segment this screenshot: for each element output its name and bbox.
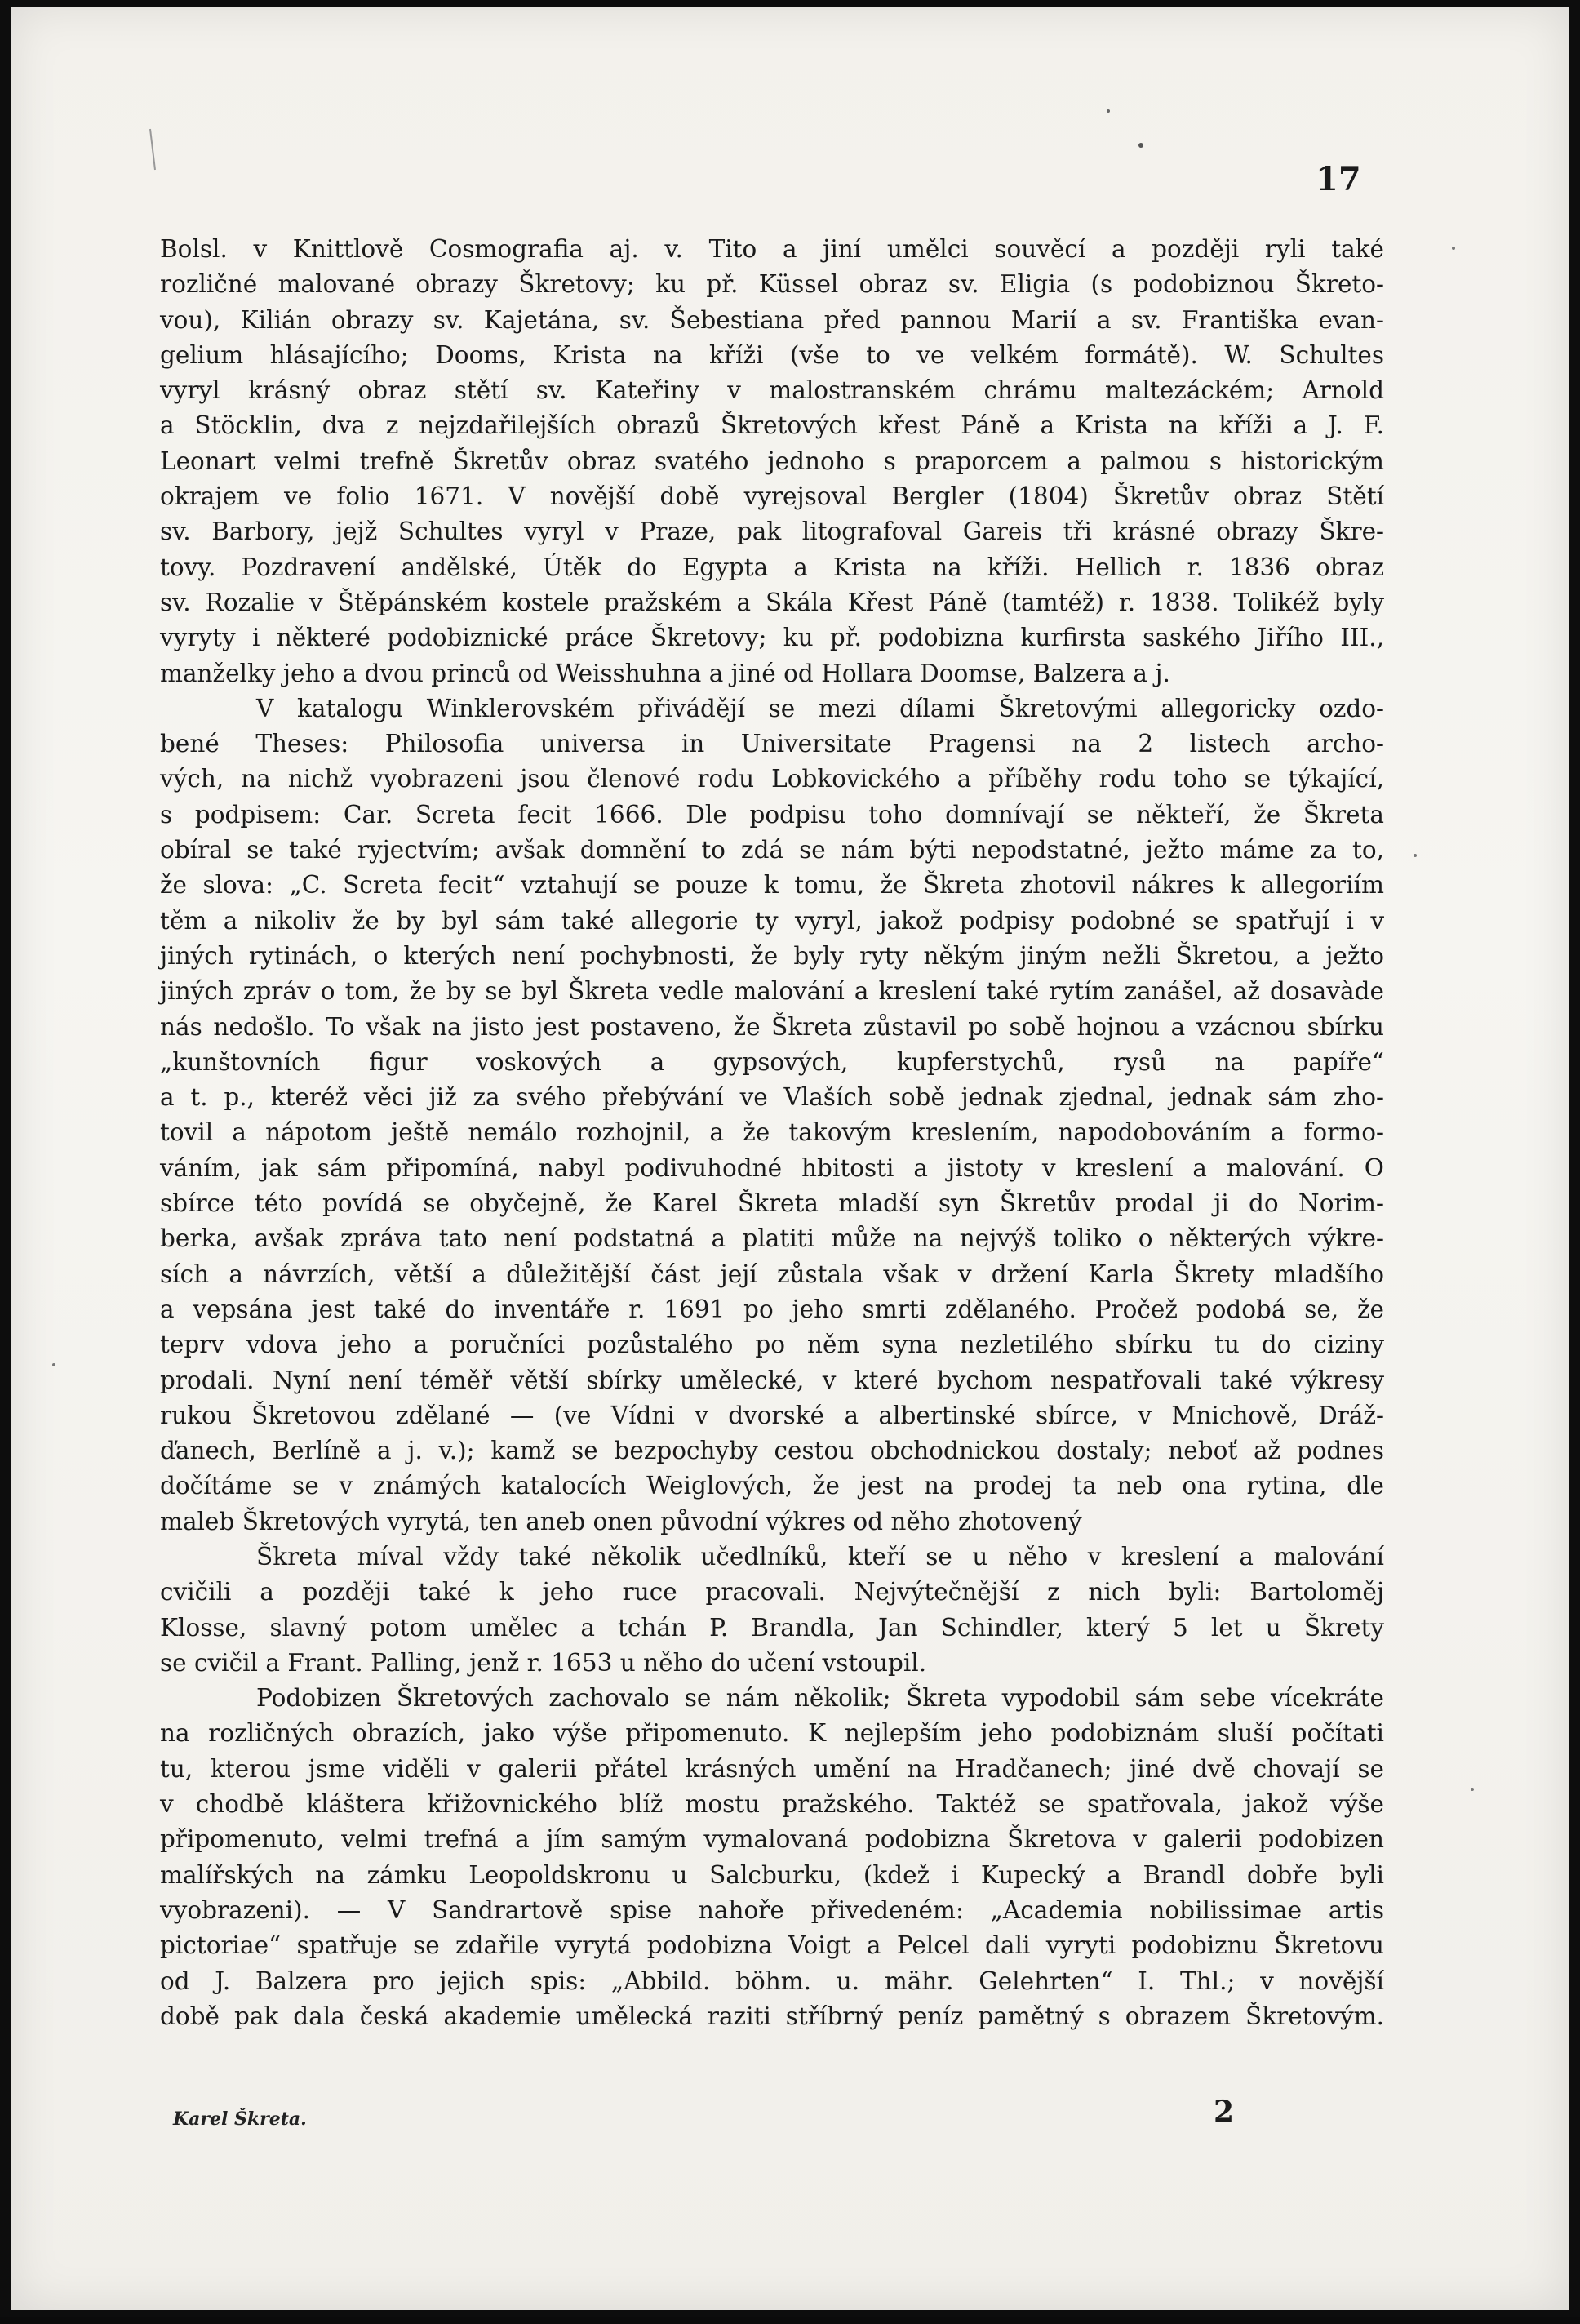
speck xyxy=(1452,247,1455,250)
text-line: obíral se také ryjectvím; avšak domnění to zdá se nám býti nepodstatné, ježto máme za to, xyxy=(160,836,1384,864)
speck xyxy=(1471,1788,1474,1791)
text-line: vých, na nichž vyobrazeni jsou členové rodu Lobkovického a příběhy rodu toho se týkající, xyxy=(160,765,1384,793)
text-line: na rozličných obrazích, jako výše připomenuto. K nejlepším jeho podobiznám sluší počítati xyxy=(160,1719,1384,1748)
speck xyxy=(1414,854,1417,857)
text-line: maleb Škretových vyrytá, ten aneb onen původní výkres od něho zhotovený xyxy=(160,1507,1082,1535)
text-line: rukou Škretovou zdělané — (ve Vídni v dvorské a albertinské sbírce, v Mnichově, Dráž- xyxy=(160,1401,1384,1429)
text-line: bené Theses: Philosofia universa in Universitate Pragensi na 2 listech archo- xyxy=(160,730,1384,758)
speck xyxy=(1138,143,1143,148)
text-line: sv. Rozalie v Štěpánském kostele pražském a Skála Křest Páně (tamtéž) r. 1838. Tolikéž byly xyxy=(160,588,1384,616)
crease xyxy=(150,129,155,170)
text-line: tu, kterou jsme viděli v galerii přátel krásných umění na Hradčanech; jiné dvě chovají se xyxy=(160,1754,1384,1783)
text-line: nás nedošlo. To však na jisto jest postaveno, že Škreta zůstavil po sobě hojnou a vzácnou sbírku xyxy=(160,1012,1384,1041)
text-line: gelium hlásajícího; Dooms, Krista na kříži (vše to ve velkém formátě). W. Schultes xyxy=(160,340,1384,369)
speck xyxy=(1107,109,1110,113)
text-line: tovy. Pozdravení andělské, Útěk do Egypta a Krista na kříži. Hellich r. 1836 obraz xyxy=(160,553,1384,581)
text-line: v chodbě kláštera křižovnického blíž mostu pražského. Taktéž se spatřovala, jakož výše xyxy=(160,1790,1384,1819)
text-line: V katalogu Winklerovském přivádějí se mezi dílami Škretovými allegoricky ozdo- xyxy=(256,694,1384,722)
page-number: 17 xyxy=(1316,160,1361,198)
text-line: připomenuto, velmi trefná a jím samým vymalovaná podobizna Škretova v galerii podobizen xyxy=(160,1825,1384,1854)
text-line: jiných rytinách, o kterých není pochybnosti, že byly ryty někým jiným nežli Škretou, a ježto xyxy=(160,941,1384,970)
text-line: teprv vdova jeho a poručníci pozůstalého po něm syna nezletilého sbírku tu do ciziny xyxy=(160,1331,1384,1359)
text-line: těm a nikoliv že by byl sám také allegorie ty vyryl, jakož podpisy podobné se spatřují i v xyxy=(160,906,1384,935)
text-line: vou), Kilián obrazy sv. Kajetána, sv. Šebestiana před pannou Marií a sv. Františka evan- xyxy=(160,305,1384,334)
text-line: Leonart velmi trefně Škretův obraz svatého jednoho s praporcem a palmou s historickým xyxy=(160,447,1384,475)
text-line: a vepsána jest také do inventáře r. 1691 po jeho smrti zdělaného. Pročež podobá se, že xyxy=(160,1295,1384,1323)
text-line: okrajem ve folio 1671. V novější době vyrejsoval Bergler (1804) Škretův obraz Stětí xyxy=(160,482,1384,511)
text-line: Škreta míval vždy také několik učedlníků, kteří se u něho v kreslení a malování xyxy=(256,1542,1384,1571)
text-line: sv. Barbory, jejž Schultes vyryl v Praze, pak litografoval Gareis tři krásné obrazy Škre- xyxy=(160,518,1384,546)
text-line: vyobrazeni). — V Sandrartově spise nahoře přivedeném: „Academia nobilissimae artis xyxy=(160,1895,1384,1924)
text-line: vyryl krásný obraz stětí sv. Kateřiny v malostranském chrámu maltezáckém; Arnold xyxy=(160,376,1384,405)
text-line: berka, avšak zpráva tato není podstatná a platiti může na nejvýš toliko o některých výkre- xyxy=(160,1224,1384,1253)
text-line: s podpisem: Car. Screta fecit 1666. Dle podpisu toho domnívají se někteří, že Škreta xyxy=(160,800,1384,829)
text-line: malířských na zámku Leopoldskronu u Salcburku, (kdež i Kupecký a Brandl dobře byli xyxy=(160,1860,1384,1889)
text-line: se cvičil a Frant. Palling, jenž r. 1653 u něho do učení vstoupil. xyxy=(160,1648,927,1677)
text-line: Podobizen Škretových zachovalo se nám několik; Škreta vypodobil sám sebe vícekráte xyxy=(256,1684,1384,1713)
text-line: tovil a nápotom ještě nemálo rozhojnil, a že takovým kreslením, napodobováním a formo- xyxy=(160,1118,1384,1147)
text-line: cvičili a později také k jeho ruce pracovali. Nejvýtečnější z nich byli: Bartoloměj xyxy=(160,1578,1384,1606)
text-line: váním, jak sám připomíná, nabyl podivuhodné hbitosti a jistoty v kreslení a malování. O xyxy=(160,1153,1384,1182)
text-line: a Stöcklin, dva z nejzdařilejších obrazů Škretových křest Páně a Krista na kříži a J. F. xyxy=(160,411,1384,440)
body-text xyxy=(160,232,1384,2034)
text-line: dočítáme se v známých katalocích Weiglových, že jest na prodej ta neb ona rytina, dle xyxy=(160,1472,1384,1500)
footer-signature: Karel Škreta. xyxy=(173,2108,307,2130)
text-line: rozličné malované obrazy Škretovy; ku př. Küssel obraz sv. Eligia (s podobiznou Škreto- xyxy=(160,270,1384,299)
text-line: sích a návrzích, větší a důležitější část její zůstala však v držení Karla Škrety mladšího xyxy=(160,1260,1384,1288)
speck xyxy=(52,1363,55,1366)
text-line: „kunštovních figur voskových a gypsových, kupferstychů, rysů na papíře“ xyxy=(160,1047,1384,1076)
text-line: jiných zpráv o tom, že by se byl Škreta vedle malování a kreslení také rytím zanášel, až dosavàde xyxy=(160,977,1384,1006)
text-line: Klosse, slavný potom umělec a tchán P. Brandla, Jan Schindler, který 5 let u Škrety xyxy=(160,1613,1384,1642)
signature-number: 2 xyxy=(1214,2095,1235,2129)
text-line: že slova: „C. Screta fecit“ vztahují se pouze k tomu, že Škreta zhotovil nákres k allegoriím xyxy=(160,871,1384,900)
text-line: ďanech, Berlíně a j. v.); kamž se bezpochyby cestou obchodnickou dostaly; neboť až podnes xyxy=(160,1437,1384,1465)
text-line: od J. Balzera pro jejich spis: „Abbild. böhm. u. mähr. Gelehrten“ I. Thl.; v novější xyxy=(160,1966,1384,1995)
text-line: a t. p., kteréž věci již za svého přebývání ve Vlaších sobě jednak zjednal, jednak sám zho- xyxy=(160,1083,1384,1112)
text-line: vyryty i některé podobiznické práce Škretovy; ku př. podobizna kurfirsta saského Jiřího III., xyxy=(160,624,1384,652)
text-line: Bolsl. v Knittlově Cosmografia aj. v. Tito a jiní umělci souvěcí a později ryli také xyxy=(160,235,1384,263)
text-line: pictoriae“ spatřuje se zdařile vyrytá podobizna Voigt a Pelcel dali vyryti podobiznu Škretovu xyxy=(160,1931,1384,1960)
text-line: sbírce této povídá se obyčejně, že Karel Škreta mladší syn Škretův prodal ji do Norim- xyxy=(160,1189,1384,1218)
text-line: manželky jeho a dvou princů od Weisshuhna a jiné od Hollara Doomse, Balzera a j. xyxy=(160,659,1170,687)
text-line: prodali. Nyní není téměř větší sbírky umělecké, v které bychom nespatřovali také výkresy xyxy=(160,1366,1384,1394)
text-line: době pak dala česká akademie umělecká raziti stříbrný peníz pamětný s obrazem Škretovým. xyxy=(160,2002,1384,2030)
